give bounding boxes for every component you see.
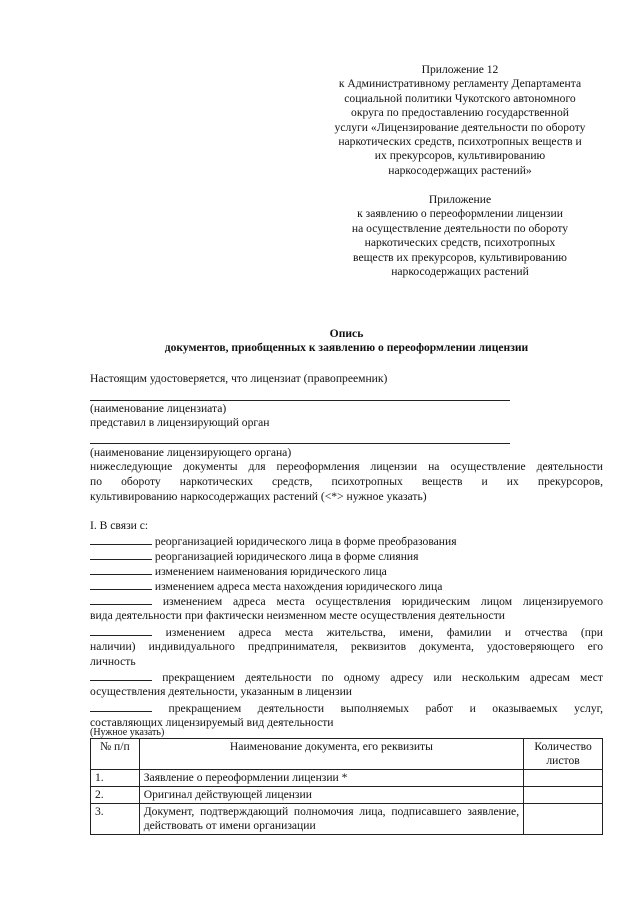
reason-text: изменением адреса места осуществления юридическим лицом лицензируемого bbox=[162, 595, 604, 608]
docs-text-line: культивированию наркосодержащих растений (<*> нужное указать) bbox=[90, 490, 427, 503]
reason-text: прекращением деятельности выполняемых работ и оказываемых услуг, bbox=[168, 702, 603, 715]
reason-item bbox=[90, 565, 603, 579]
appendix-12-line: к Административному регламенту Департамента bbox=[338, 77, 582, 91]
appendix-12-line: наркотических средств, психотропных веществ и bbox=[338, 135, 582, 149]
row-sheet-count[interactable] bbox=[524, 770, 603, 787]
row-document-name: Оригинал действующей лицензии bbox=[139, 787, 523, 804]
document-title bbox=[90, 327, 603, 356]
row-document-name: Документ, подтверждающий полномочия лица, подписавшего заявление, действовать от имени организации bbox=[139, 804, 523, 835]
row-number: 2. bbox=[91, 787, 140, 804]
reason-text: составляющих лицензируемый вид деятельности bbox=[90, 716, 334, 730]
reason-item bbox=[90, 580, 603, 594]
appendix-12-line: Приложение 12 bbox=[421, 63, 499, 76]
authority-name-line[interactable] bbox=[90, 443, 510, 444]
row-document-name: Заявление о переоформлении лицензии * bbox=[139, 770, 523, 787]
reason-text: изменением адреса места нахождения юридического лица bbox=[154, 580, 443, 593]
reason-item bbox=[90, 626, 603, 669]
row-sheet-count[interactable] bbox=[524, 787, 603, 804]
reason-text: вида деятельности при фактически неизменном месте осуществления деятельности bbox=[90, 609, 505, 623]
licensee-name-line[interactable] bbox=[90, 400, 510, 401]
licensee-caption: (наименование лицензиата) bbox=[90, 402, 227, 415]
documents-table bbox=[90, 738, 603, 835]
reasons-heading: I. В связи с: bbox=[90, 519, 149, 532]
reason-text: изменением адреса места жительства, имени, фамилии и отчества (при bbox=[165, 626, 603, 639]
reason-mark-blank[interactable] bbox=[90, 671, 152, 681]
reason-text: изменением наименования юридического лица bbox=[154, 565, 387, 578]
header-document-name: Наименование документа, его реквизиты bbox=[139, 739, 523, 770]
reason-item bbox=[90, 702, 603, 731]
table-row bbox=[91, 770, 603, 787]
reason-text: реорганизацией юридического лица в форме слияния bbox=[154, 550, 419, 563]
docs-text-line: по обороту наркотических средств, психотропных веществ и их прекурсоров, bbox=[90, 475, 603, 488]
reason-text: наличии) индивидуального предпринимателя, реквизитов документа, удостоверяющего его bbox=[90, 640, 603, 654]
row-number: 1. bbox=[91, 770, 140, 787]
appendix-app-line: наркотических средств, психотропных bbox=[364, 236, 556, 250]
header-number: № п/п bbox=[91, 739, 140, 770]
reason-mark-blank[interactable] bbox=[90, 626, 152, 636]
reason-item bbox=[90, 671, 603, 700]
appendix-app-line: к заявлению о переоформлении лицензии bbox=[357, 207, 563, 221]
appendix-app-line: Приложение bbox=[428, 193, 492, 206]
appendix-12-line: наркосодержащих растений» bbox=[388, 163, 532, 177]
table-row bbox=[91, 787, 603, 804]
appendix-12-line: округа по предоставлению государственной bbox=[351, 106, 569, 120]
row-number: 3. bbox=[91, 804, 140, 835]
appendix-12-line: их прекурсоров, культивированию bbox=[374, 149, 546, 163]
reason-item bbox=[90, 535, 603, 549]
reason-text: реорганизацией юридического лица в форме преобразования bbox=[154, 535, 457, 548]
reason-mark-blank[interactable] bbox=[90, 535, 152, 545]
header-sheet-count: Количество листов bbox=[524, 739, 603, 770]
appendix-app-line: наркосодержащих растений bbox=[391, 265, 529, 279]
appendix-app-line: на осуществление деятельности по обороту bbox=[351, 221, 569, 235]
reason-mark-blank[interactable] bbox=[90, 550, 152, 560]
title-line-2: документов, приобщенных к заявлению о переоформлении лицензии bbox=[164, 341, 529, 355]
docs-text-line: нижеследующие документы для переоформления лицензии на осуществление деятельности bbox=[90, 460, 603, 473]
reason-mark-blank[interactable] bbox=[90, 580, 152, 590]
reason-text: прекращением деятельности по одному адресу или нескольким адресам мест bbox=[162, 671, 603, 684]
reason-mark-blank[interactable] bbox=[90, 595, 152, 605]
table-row bbox=[91, 804, 603, 835]
appendix-12-line: социальной политики Чукотского автономного bbox=[344, 91, 576, 105]
appendix-12-block bbox=[300, 63, 620, 178]
title-line-1: Опись bbox=[329, 327, 364, 340]
row-sheet-count[interactable] bbox=[524, 804, 603, 835]
reason-mark-blank[interactable] bbox=[90, 702, 152, 712]
note-text: (Нужное указать) bbox=[90, 727, 165, 738]
reason-text: личность bbox=[90, 654, 136, 668]
table-header-row bbox=[91, 739, 603, 770]
reason-mark-blank[interactable] bbox=[90, 565, 152, 575]
reason-text: осуществления деятельности, указанным в лицензии bbox=[90, 685, 352, 699]
appendix-12-line: услуги «Лицензирование деятельности по обороту bbox=[334, 120, 586, 134]
reason-item bbox=[90, 595, 603, 624]
certify-text: Настоящим удостоверяется, что лицензиат (правопреемник) bbox=[90, 372, 388, 385]
appendix-application-block bbox=[300, 193, 620, 279]
submitted-text: представил в лицензирующий орган bbox=[90, 416, 270, 429]
appendix-app-line: веществ их прекурсоров, культивированию bbox=[353, 250, 567, 264]
reason-item bbox=[90, 550, 603, 564]
authority-caption: (наименование лицензирующего органа) bbox=[90, 446, 292, 459]
